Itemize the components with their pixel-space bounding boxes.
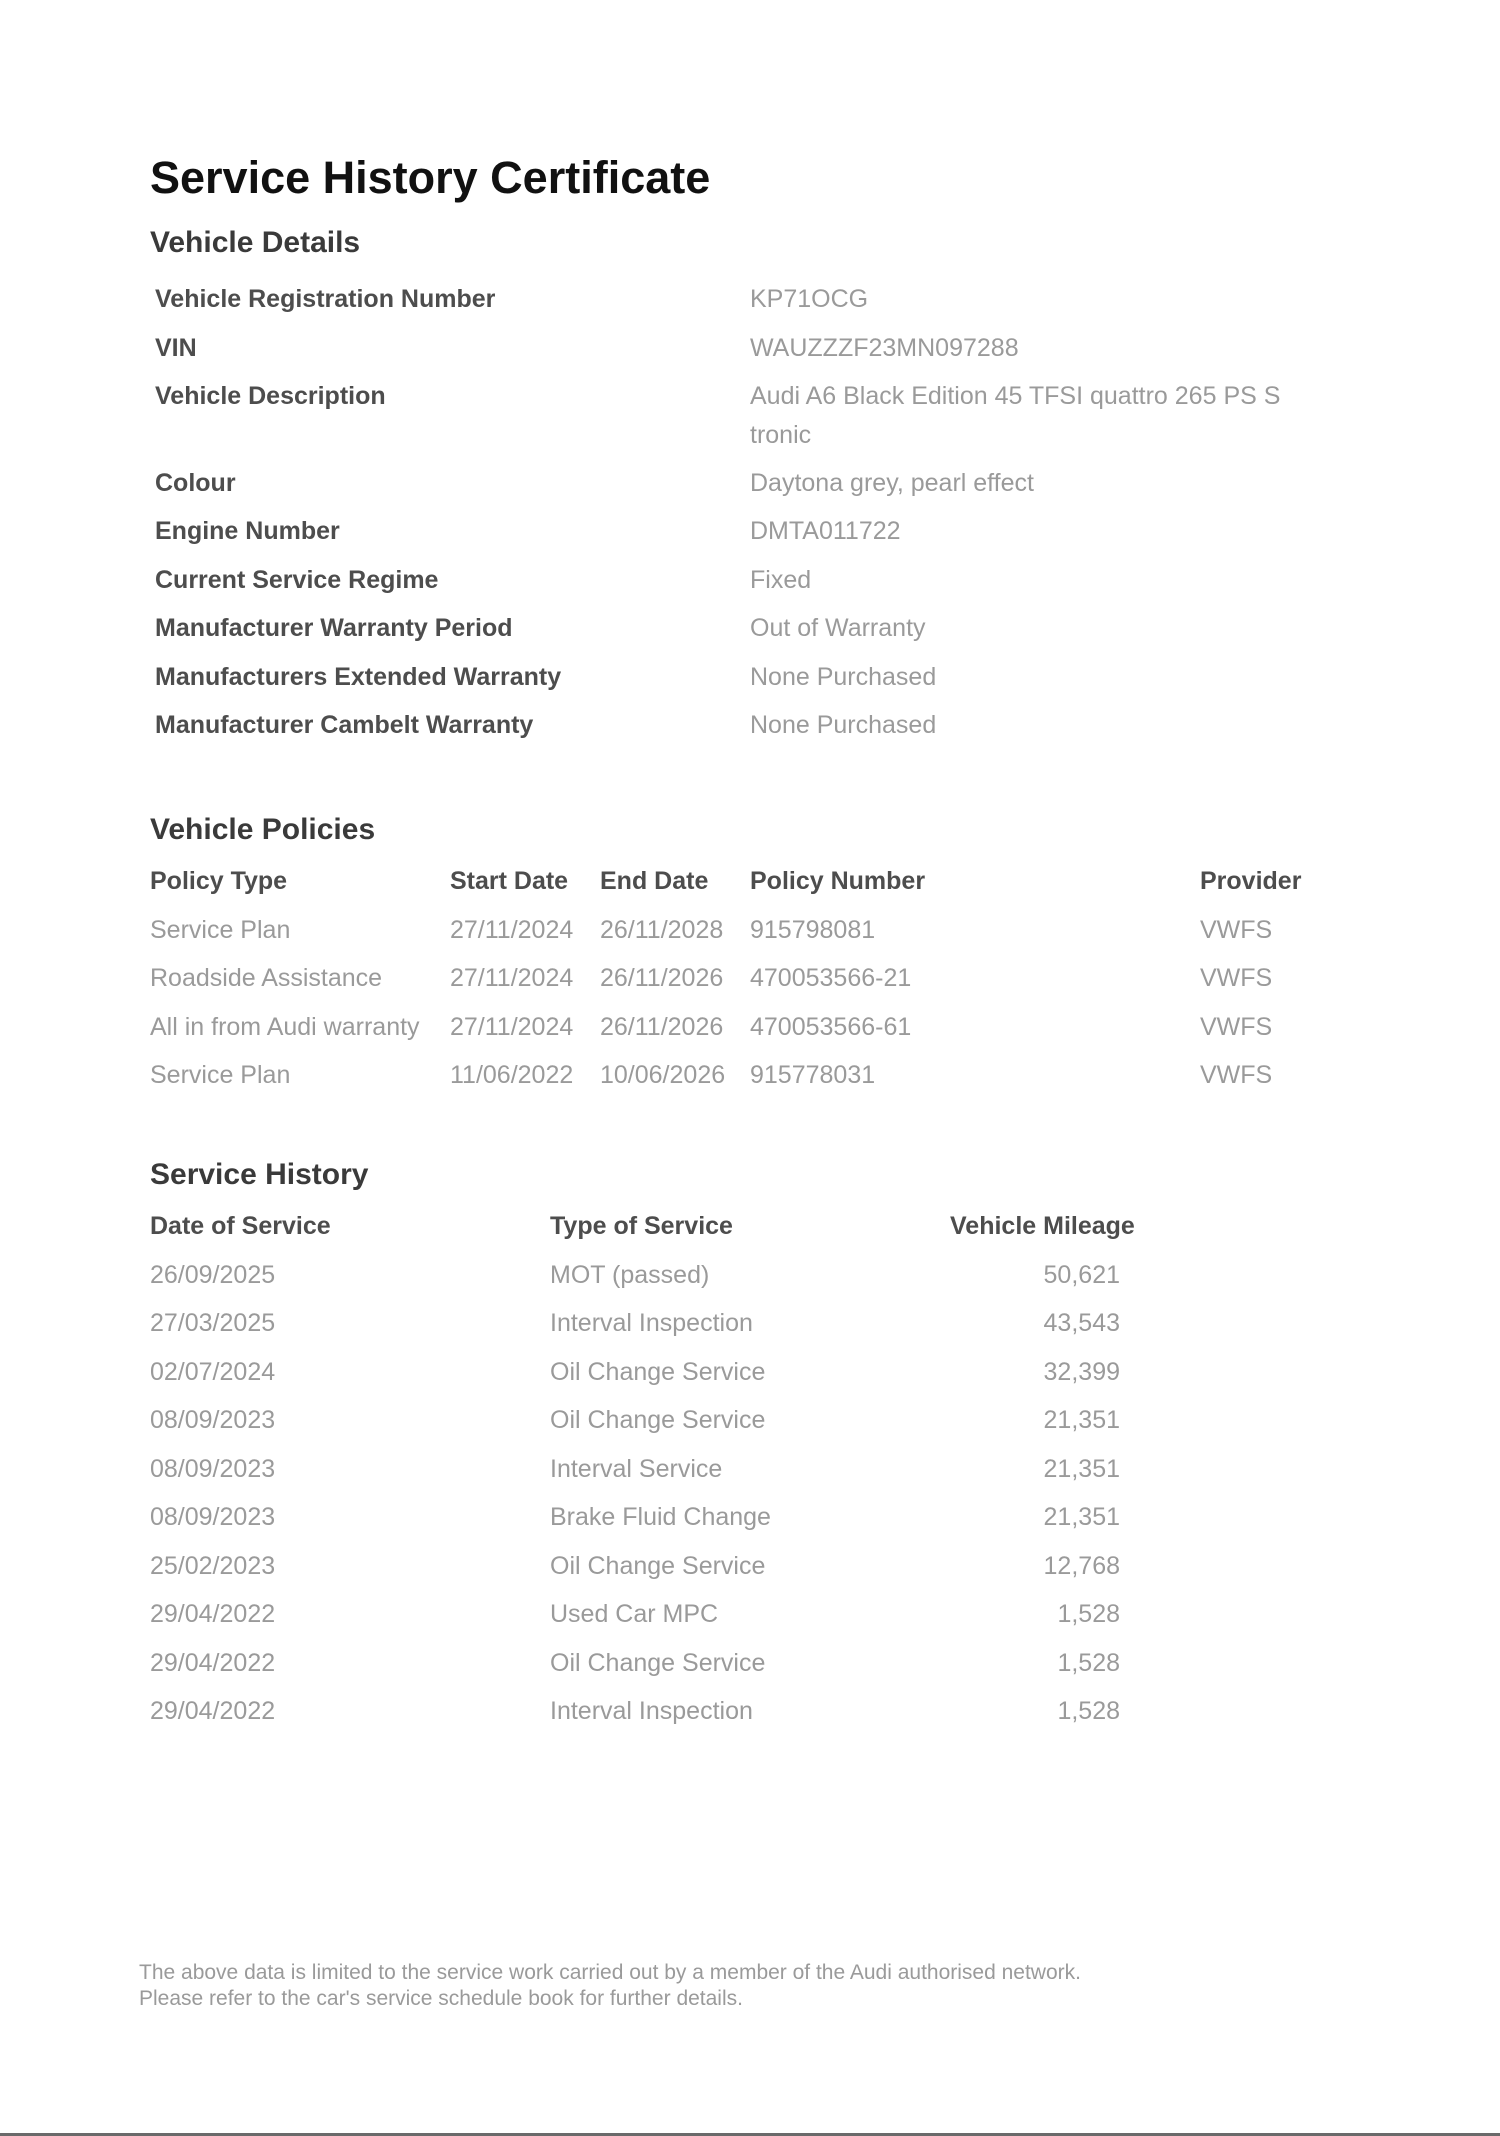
detail-value: Audi A6 Black Edition 45 TFSI quattro 265 PS S tronic <box>750 382 1281 449</box>
table-cell: 1,528 <box>1057 1600 1120 1628</box>
table-cell: 29/04/2022 <box>150 1649 276 1677</box>
service-history-heading: Service History <box>150 1158 369 1191</box>
page-title: Service History Certificate <box>150 152 711 203</box>
table-cell: Interval Service <box>550 1455 723 1483</box>
table-cell: Interval Inspection <box>550 1697 753 1725</box>
detail-value: WAUZZZF23MN097288 <box>750 334 1019 362</box>
table-cell: 915778031 <box>750 1061 876 1089</box>
detail-value: Daytona grey, pearl effect <box>750 469 1034 497</box>
table-cell: 21,351 <box>1043 1455 1120 1483</box>
detail-value: None Purchased <box>750 663 937 691</box>
table-cell: 08/09/2023 <box>150 1503 276 1531</box>
column-header: Start Date <box>450 867 569 895</box>
table-cell: Service Plan <box>150 916 291 944</box>
detail-label: VIN <box>155 334 197 362</box>
table-cell: Oil Change Service <box>550 1552 766 1580</box>
detail-value: KP71OCG <box>750 285 869 313</box>
footer-line: Please refer to the car's service schedule book for further details. <box>139 1987 743 2010</box>
table-cell: Oil Change Service <box>550 1406 766 1434</box>
table-cell: MOT (passed) <box>550 1261 710 1289</box>
table-cell: 25/02/2023 <box>150 1552 276 1580</box>
table-cell: VWFS <box>1200 1013 1273 1041</box>
detail-label: Manufacturer Cambelt Warranty <box>155 711 534 739</box>
table-cell: 21,351 <box>1043 1406 1120 1434</box>
table-cell: Service Plan <box>150 1061 291 1089</box>
table-cell: VWFS <box>1200 1061 1273 1089</box>
table-cell: 26/09/2025 <box>150 1261 276 1289</box>
table-cell: 26/11/2026 <box>600 1013 724 1041</box>
table-cell: 470053566-21 <box>750 964 912 992</box>
table-cell: 27/03/2025 <box>150 1309 276 1337</box>
table-cell: 10/06/2026 <box>600 1061 726 1089</box>
detail-value: DMTA011722 <box>750 517 901 545</box>
table-cell: Interval Inspection <box>550 1309 753 1337</box>
table-cell: VWFS <box>1200 916 1273 944</box>
detail-label: Engine Number <box>155 517 340 545</box>
detail-value: None Purchased <box>750 711 937 739</box>
table-cell: Used Car MPC <box>550 1600 719 1628</box>
table-cell: 02/07/2024 <box>150 1358 276 1386</box>
detail-label: Vehicle Registration Number <box>155 285 496 313</box>
table-cell: 43,543 <box>1043 1309 1120 1337</box>
table-cell: 470053566-61 <box>750 1013 912 1041</box>
footer-line: The above data is limited to the service work carried out by a member of the Audi authorised network. <box>139 1961 1081 1984</box>
column-header: Provider <box>1200 867 1302 895</box>
detail-label: Manufacturer Warranty Period <box>155 614 513 642</box>
column-header: End Date <box>600 867 709 895</box>
detail-label: Vehicle Description <box>155 382 386 410</box>
table-cell: 12,768 <box>1043 1552 1120 1580</box>
table-cell: Oil Change Service <box>550 1358 766 1386</box>
vehicle-policies-heading: Vehicle Policies <box>150 813 376 846</box>
detail-label: Current Service Regime <box>155 566 439 594</box>
table-cell: Oil Change Service <box>550 1649 766 1677</box>
footer-note <box>139 1960 1239 2012</box>
column-header: Type of Service <box>550 1212 733 1240</box>
table-cell: 27/11/2024 <box>450 916 574 944</box>
table-cell: 1,528 <box>1057 1649 1120 1677</box>
table-cell: 08/09/2023 <box>150 1455 276 1483</box>
vehicle-details-heading: Vehicle Details <box>150 226 361 259</box>
table-cell: 26/11/2028 <box>600 916 724 944</box>
detail-value: Out of Warranty <box>750 614 926 642</box>
table-cell: 11/06/2022 <box>450 1061 574 1089</box>
table-cell: 1,528 <box>1057 1697 1120 1725</box>
table-cell: 27/11/2024 <box>450 964 574 992</box>
table-cell: 26/11/2026 <box>600 964 724 992</box>
table-cell: 08/09/2023 <box>150 1406 276 1434</box>
column-header: Policy Number <box>750 867 926 895</box>
table-cell: 29/04/2022 <box>150 1600 276 1628</box>
table-cell: 27/11/2024 <box>450 1013 574 1041</box>
table-cell: VWFS <box>1200 964 1273 992</box>
table-cell: All in from Audi warranty <box>150 1013 420 1041</box>
table-cell: 29/04/2022 <box>150 1697 276 1725</box>
table-cell: 915798081 <box>750 916 876 944</box>
column-header: Policy Type <box>150 867 288 895</box>
column-header: Vehicle Mileage <box>950 1212 1135 1240</box>
detail-value: Fixed <box>750 566 812 594</box>
column-header: Date of Service <box>150 1212 331 1240</box>
table-cell: 32,399 <box>1043 1358 1120 1386</box>
table-cell: Roadside Assistance <box>150 964 383 992</box>
table-cell: Brake Fluid Change <box>550 1503 771 1531</box>
detail-label: Colour <box>155 469 236 497</box>
detail-label: Manufacturers Extended Warranty <box>155 663 562 691</box>
table-cell: 21,351 <box>1043 1503 1120 1531</box>
table-cell: 50,621 <box>1043 1261 1120 1289</box>
